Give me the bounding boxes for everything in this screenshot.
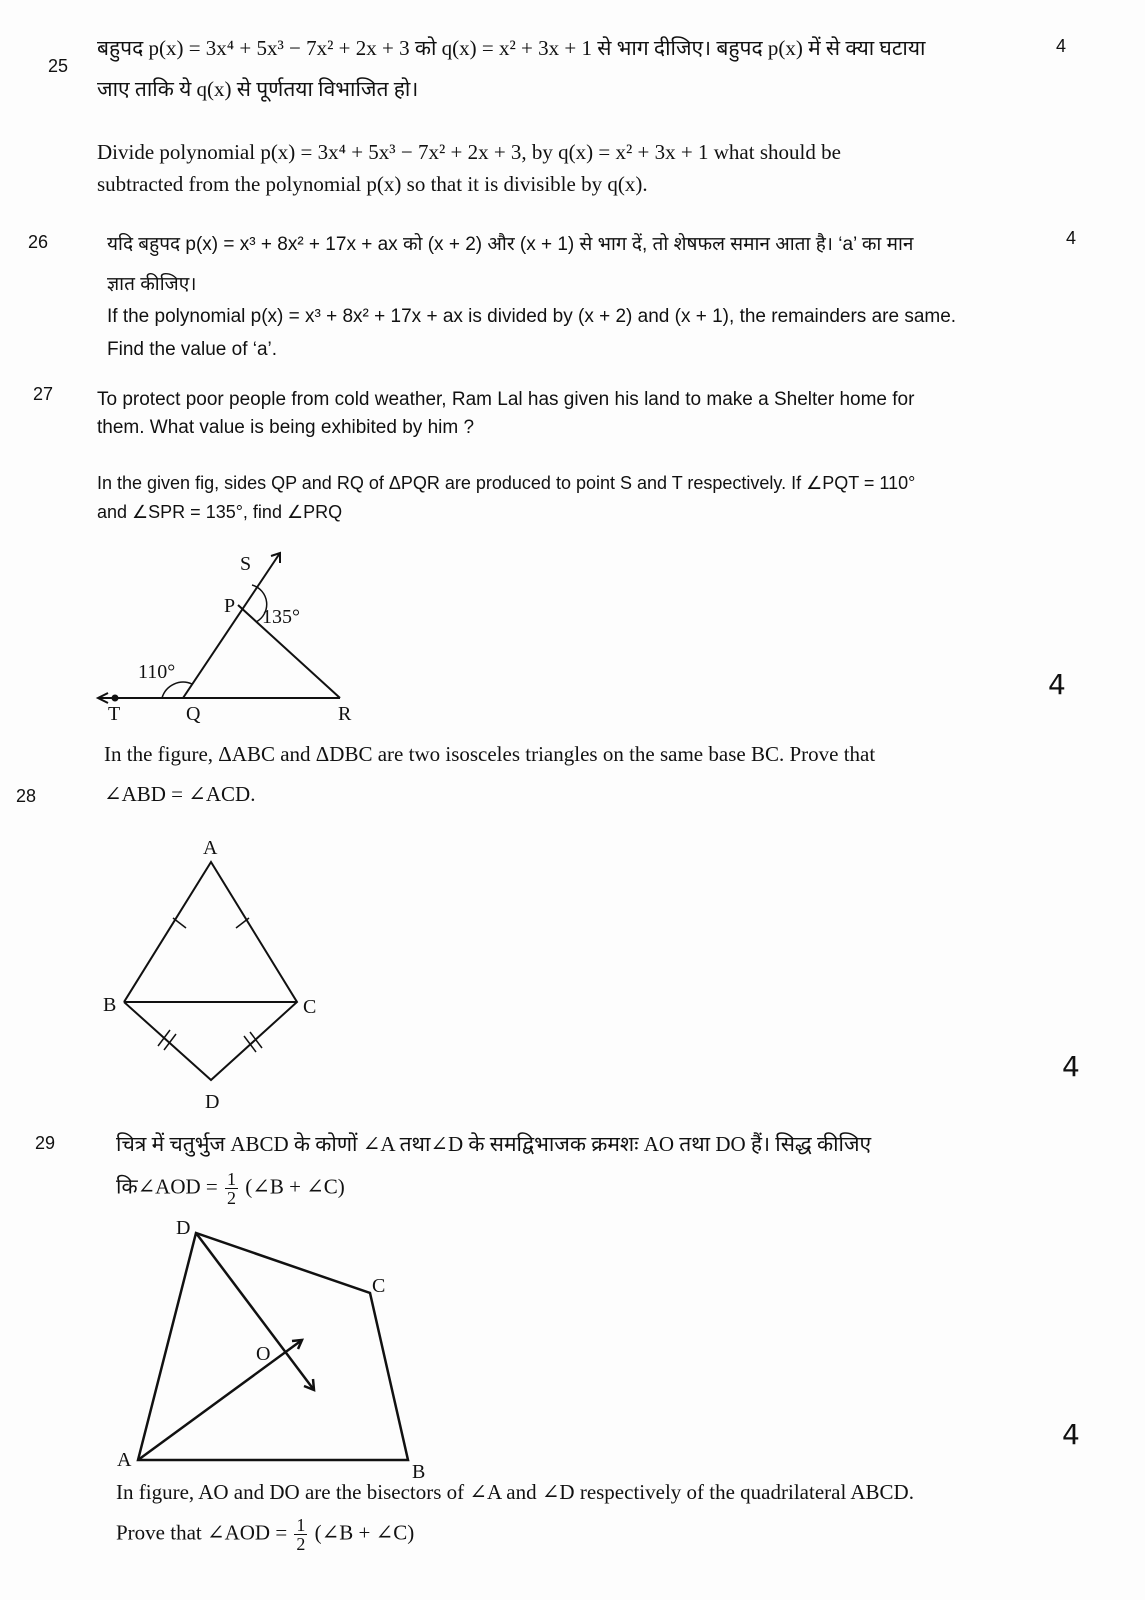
label-c: C	[303, 996, 317, 1018]
label-r: R	[338, 703, 352, 725]
q29-hindi-line1: चित्र में चतुर्भुज ABCD के कोणों ∠A तथा∠D के समद्विभाजक क्रमशः AO तथा DO हैं। सिद्ध कीजिए	[116, 1132, 872, 1156]
fraction-denominator: 2	[227, 1188, 237, 1208]
quad-abdc	[124, 862, 297, 1080]
bisector-do	[196, 1233, 314, 1390]
label-d: D	[176, 1217, 191, 1239]
q27-value-line2: them. What value is being exhibited by him ?	[97, 417, 475, 438]
fraction-denominator: 2	[296, 1534, 306, 1554]
q27-marks: 4	[1048, 668, 1066, 701]
label-c: C	[372, 1275, 386, 1297]
q26-hindi-line2: ज्ञात कीजिए।	[107, 274, 197, 295]
label-o: O	[256, 1343, 271, 1365]
q27-value-line1: To protect poor people from cold weather, Ram Lal has given his land to make a Shelter home for	[97, 389, 915, 410]
label-a: A	[203, 837, 218, 859]
question-number: 27	[33, 384, 54, 404]
q26-english-line1: If the polynomial p(x) = x³ + 8x² + 17x + ax is divided by (x + 2) and (x + 1), the remainders are same.	[107, 306, 957, 327]
q25-hindi-line2: जाए ताकि ये q(x) से पूर्णतया विभाजित हो।	[97, 77, 419, 101]
isosceles-triangles-figure	[124, 862, 297, 1080]
q29-hindi-suffix: (∠B + ∠C)	[245, 1174, 345, 1199]
label-q: Q	[186, 703, 201, 725]
q29-english-prefix: Prove that ∠AOD =	[116, 1520, 288, 1545]
label-s: S	[240, 553, 252, 575]
q25-hindi-line1: बहुपद p(x) = 3x⁴ + 5x³ − 7x² + 2x + 3 को q(x) = x² + 3x + 1 से भाग दीजिए। बहुपद p(x) में से क्या घटाया	[97, 36, 926, 60]
label-a: A	[117, 1449, 132, 1471]
q25-english-line2: subtracted from the polynomial p(x) so that it is divisible by q(x).	[97, 172, 648, 196]
question-number: 26	[28, 232, 49, 252]
point-t	[113, 696, 118, 701]
question-number: 28	[16, 786, 37, 806]
q29-hindi-prefix: कि∠AOD =	[116, 1174, 218, 1199]
q29-english-suffix: (∠B + ∠C)	[314, 1520, 415, 1545]
bisector-ao	[138, 1340, 302, 1460]
q26-hindi-line1: यदि बहुपद p(x) = x³ + 8x² + 17x + ax को (x + 2) और (x + 1) से भाग दें, तो शेषफल समान आता है। ‘a’ का मान	[107, 234, 914, 255]
q26-marks: 4	[1066, 228, 1077, 248]
q28-marks: 4	[1062, 1050, 1080, 1083]
label-p: P	[224, 595, 236, 617]
quad-abcd	[138, 1233, 408, 1460]
q26-english-line2: Find the value of ‘a’.	[107, 339, 278, 360]
fraction-numerator: 1	[296, 1515, 306, 1535]
question-number: 29	[35, 1133, 56, 1153]
label-b: B	[103, 994, 117, 1016]
triangle-pqr-figure	[98, 553, 340, 703]
label-t: T	[108, 703, 121, 725]
q27-geo-line2: and ∠SPR = 135°, find ∠PRQ	[97, 502, 343, 522]
tick-ab	[173, 918, 186, 928]
tick-ac	[236, 918, 249, 928]
q29-marks: 4	[1062, 1418, 1080, 1451]
label-d: D	[205, 1091, 220, 1113]
question-number: 25	[48, 56, 69, 76]
q28-line1: In the figure, ΔABC and ΔDBC are two isosceles triangles on the same base BC. Prove that	[104, 742, 876, 766]
label-b: B	[412, 1461, 426, 1483]
q28-line2: ∠ABD = ∠ACD.	[104, 782, 256, 806]
q25-marks: 4	[1056, 36, 1067, 56]
quadrilateral-abcd-figure	[138, 1233, 408, 1460]
label-110: 110°	[138, 661, 176, 683]
fraction-numerator: 1	[227, 1169, 237, 1189]
q27-geo-line1: In the given fig, sides QP and RQ of ΔPQR are produced to point S and T respectively. If ∠PQT = 110°	[97, 473, 916, 493]
label-135: 135°	[262, 606, 300, 628]
q25-english-line1: Divide polynomial p(x) = 3x⁴ + 5x³ − 7x² + 2x + 3, by q(x) = x² + 3x + 1 what should be	[97, 140, 841, 164]
q29-english-line1: In figure, AO and DO are the bisectors of ∠A and ∠D respectively of the quadrilateral ABCD.	[116, 1480, 914, 1504]
